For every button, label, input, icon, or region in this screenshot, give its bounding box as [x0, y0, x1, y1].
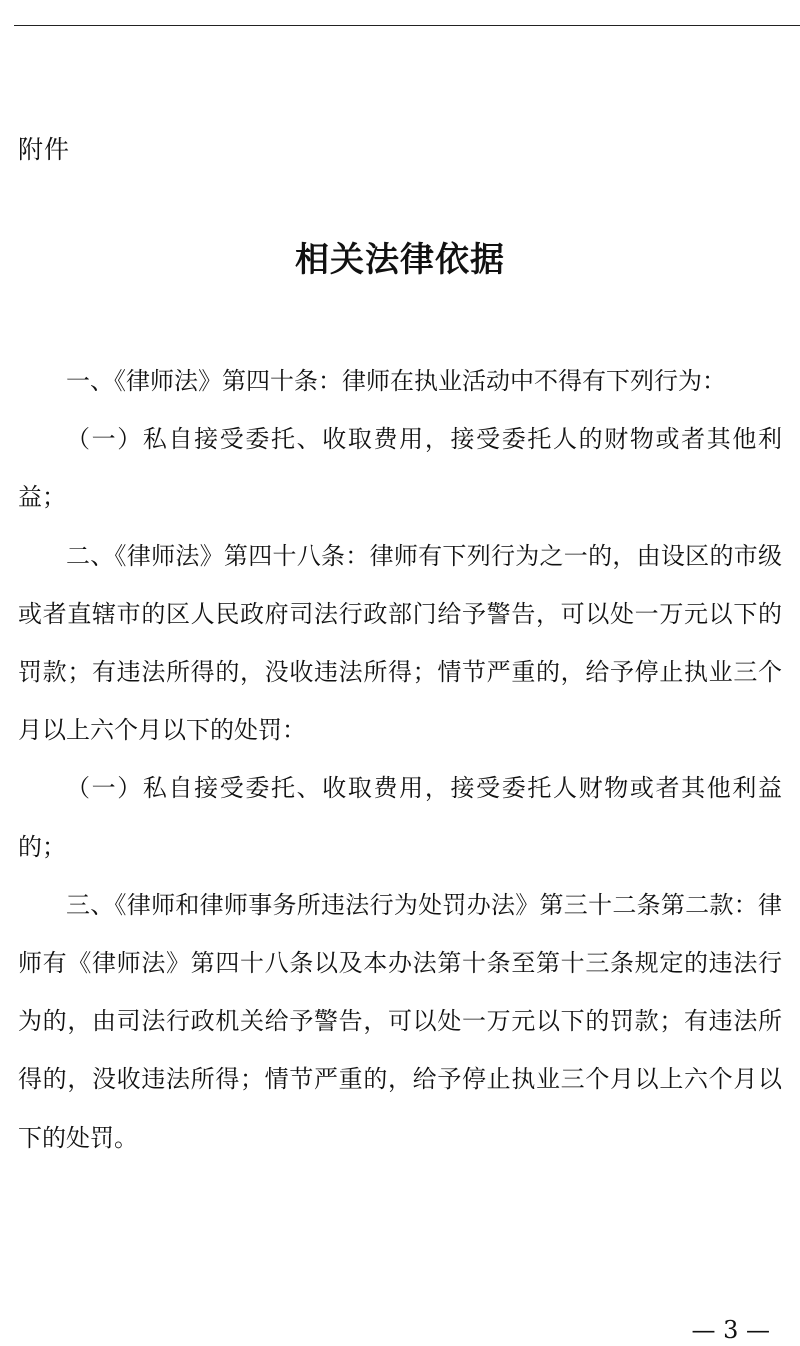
attachment-label: 附件	[18, 135, 71, 164]
page-number: — 3 —	[691, 1316, 770, 1344]
document-body	[18, 352, 782, 1167]
document-title: 相关法律依据	[295, 240, 505, 280]
paragraph-5: 三、《律师和律师事务所违法行为处罚办法》第三十二条第二款：律师有《律师法》第四十八条以及本办法第十条至第十三条规定的违法行为的，由司法行政机关给予警告，可以处一万元以下的罚款；有违法所得的，没收违法所得；情节严重的，给予停止执业三个月以上六个月以下的处罚。	[18, 890, 782, 1152]
paragraph-3: 二、《律师法》第四十八条：律师有下列行为之一的，由设区的市级或者直辖市的区人民政府司法行政部门给予警告，可以处一万元以下的罚款；有违法所得的，没收违法所得；情节严重的，给予停止执业三个月以上六个月以下的处罚：	[18, 541, 782, 745]
paragraph-4: （一）私自接受委托、收取费用，接受委托人财物或者其他利益的；	[18, 774, 782, 861]
paragraph-2: （一）私自接受委托、收取费用，接受委托人的财物或者其他利益；	[18, 425, 782, 512]
header-rule	[14, 25, 800, 26]
paragraph-1: 一、《律师法》第四十条：律师在执业活动中不得有下列行为：	[66, 367, 726, 395]
